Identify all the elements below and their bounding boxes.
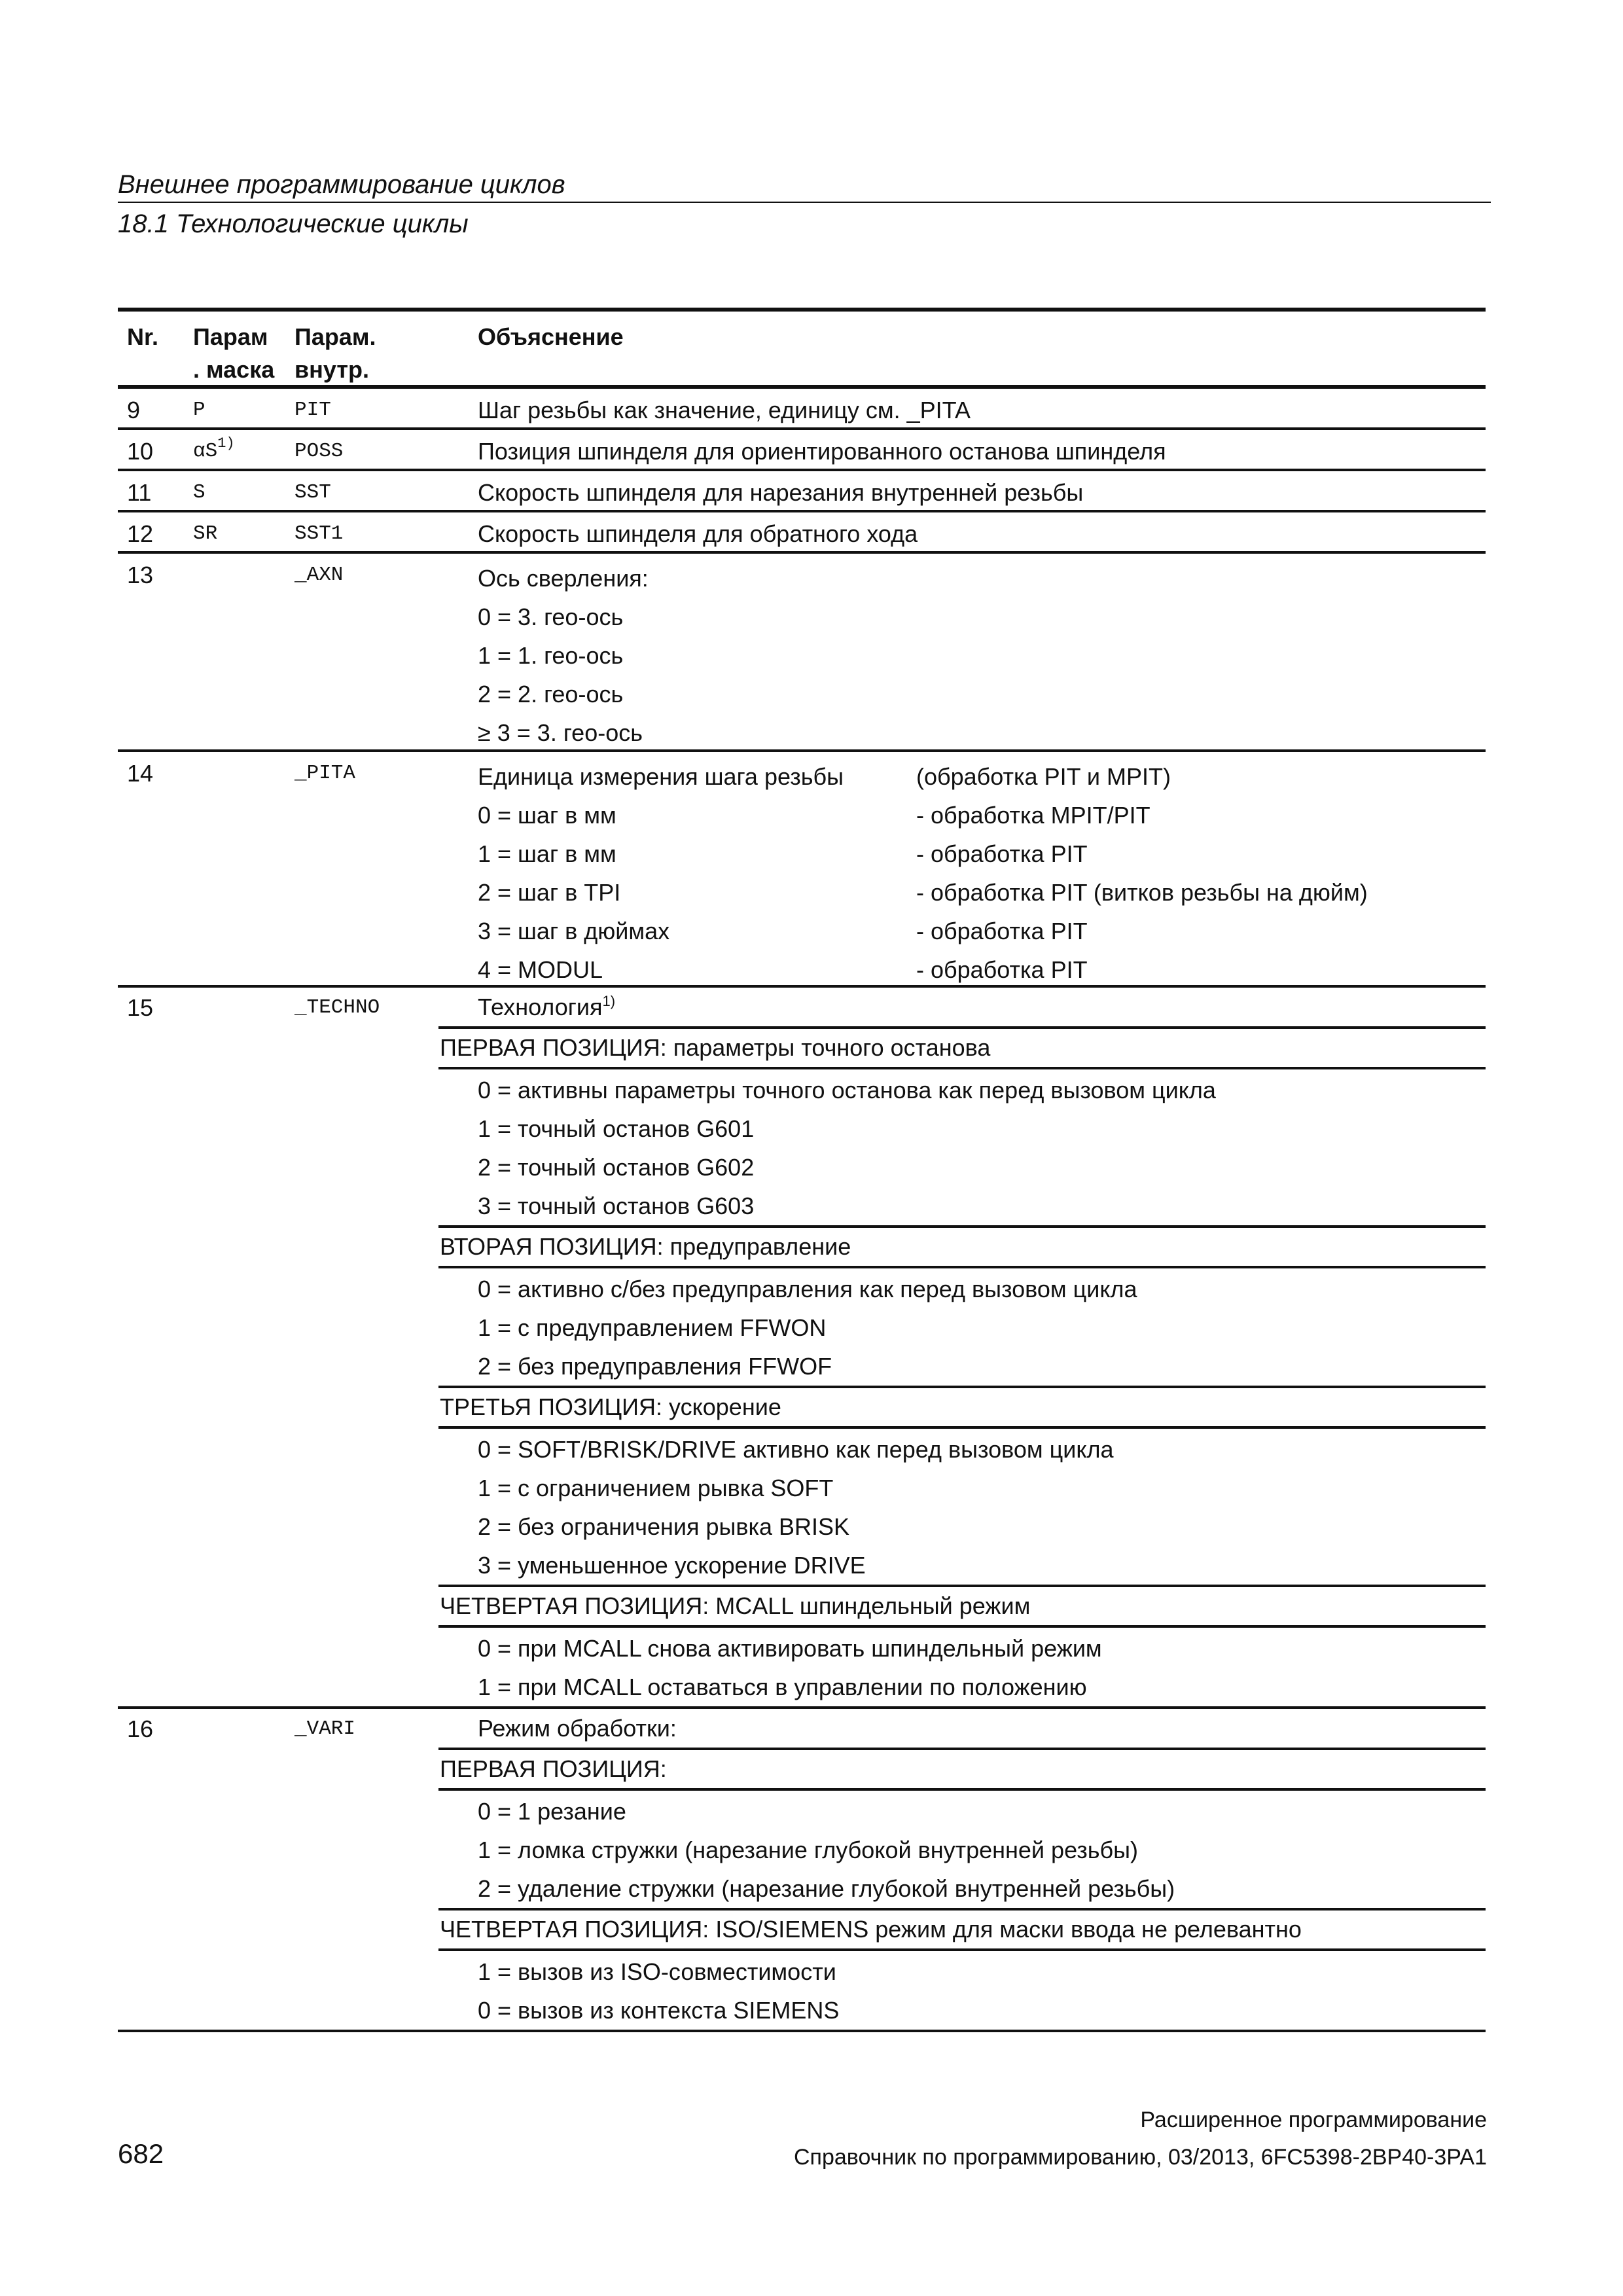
- table-row: [118, 471, 1486, 512]
- row-nr: 15: [127, 994, 154, 1021]
- explanation-line: [478, 912, 1088, 950]
- header-rule: [118, 202, 1491, 203]
- footnote-mark: 1): [217, 435, 235, 452]
- option-line: 1 = точный останов G601: [478, 1115, 755, 1142]
- explanation-line: Ось сверления:: [478, 565, 649, 592]
- table-row-pita: [118, 752, 1486, 988]
- position-options: [478, 1268, 1486, 1386]
- option-line: 0 = активны параметры точного останова как перед вызовом цикла: [478, 1077, 1216, 1103]
- line-right: - обработка PIT: [916, 956, 1088, 983]
- position-group: [118, 1748, 1486, 1908]
- row-param-mask: [193, 437, 235, 465]
- explanation-line: 1 = 1. гео-ось: [478, 642, 624, 669]
- option-line: 0 = активно с/без предуправления как перед вызовом цикла: [478, 1276, 1137, 1302]
- option-line: 0 = SOFT/BRISK/DRIVE активно как перед вызовом цикла: [478, 1436, 1114, 1463]
- position-group: [118, 1585, 1486, 1706]
- option-line: 1 = при MCALL оставаться в управлении по положению: [478, 1674, 1087, 1700]
- row-explanation: Шаг резьбы как значение, единицу см. _PITA: [478, 397, 971, 423]
- position-group: [118, 1386, 1486, 1585]
- line-right: (обработка PIT и MPIT): [916, 763, 1171, 790]
- position-options: [478, 1429, 1486, 1585]
- row-nr: 9: [127, 397, 141, 423]
- option-line: 2 = точный останов G602: [478, 1154, 755, 1181]
- option-line: 1 = с ограничением рывка SOFT: [478, 1475, 834, 1501]
- position-options: [478, 1791, 1486, 1908]
- line-left: 4 = MODUL: [478, 956, 603, 983]
- col-header-nr: Nr.: [127, 323, 159, 350]
- position-options: [478, 1628, 1486, 1706]
- line-left: 3 = шаг в дюймах: [478, 918, 670, 944]
- option-line: 1 = вызов из ISO-совместимости: [478, 1958, 836, 1985]
- row-param-mask: S: [193, 481, 205, 504]
- row-nr: 14: [127, 760, 154, 787]
- footnote-mark: 1): [602, 993, 616, 1009]
- explanation-line: ≥ 3 = 3. гео-ось: [478, 719, 643, 746]
- explanation-line: [478, 873, 1368, 912]
- row-explanation-lines: [478, 559, 649, 752]
- row-title: Режим обработки:: [478, 1715, 677, 1742]
- table-row: [118, 389, 1486, 430]
- position-caption: ПЕРВАЯ ПОЗИЦИЯ: параметры точного останова: [438, 1026, 1486, 1069]
- table-row-axn: [118, 554, 1486, 752]
- option-line: 0 = вызов из контекста SIEMENS: [478, 1997, 840, 2024]
- explanation-line: 0 = 3. гео-ось: [478, 603, 624, 630]
- line-left: 2 = шаг в TPI: [478, 879, 621, 906]
- row-param-internal: _TECHNO: [294, 996, 380, 1019]
- section-title: 18.1 Технологические циклы: [118, 209, 469, 238]
- table-row: [118, 430, 1486, 471]
- table-row-techno: [118, 988, 1486, 1706]
- footer-book-title: Расширенное программирование: [1140, 2108, 1487, 2132]
- position-group: [118, 1908, 1486, 2030]
- option-line: 0 = 1 резание: [478, 1798, 626, 1825]
- row-param-internal: POSS: [294, 440, 344, 463]
- row-param-internal: PIT: [294, 399, 331, 422]
- position-group: [118, 1026, 1486, 1225]
- table-bottom-rule: [118, 2030, 1486, 2032]
- col-header-param-mask: Парам . маска: [193, 323, 275, 383]
- position-caption: ВТОРАЯ ПОЗИЦИЯ: предуправление: [438, 1225, 1486, 1268]
- col-header-param-internal: Парам. внутр.: [294, 323, 376, 383]
- explanation-line: [478, 834, 1088, 873]
- row-param-internal: SST: [294, 481, 331, 504]
- line-right: - обработка PIT: [916, 840, 1088, 867]
- position-options: [478, 1069, 1486, 1225]
- row-explanation-lines: [478, 757, 1368, 989]
- explanation-line: [478, 950, 1088, 989]
- row-param-internal: _VARI: [294, 1717, 356, 1740]
- row-explanation: Скорость шпинделя для нарезания внутренней резьбы: [478, 479, 1084, 506]
- parameter-table: [118, 308, 1486, 2032]
- chapter-title: Внешнее программирование циклов: [118, 170, 565, 199]
- option-line: 2 = удаление стружки (нарезание глубокой внутренней резьбы): [478, 1875, 1175, 1902]
- position-caption: ТРЕТЬЯ ПОЗИЦИЯ: ускорение: [438, 1386, 1486, 1429]
- position-caption: ЧЕТВЕРТАЯ ПОЗИЦИЯ: MCALL шпиндельный режим: [438, 1585, 1486, 1628]
- row-title: [478, 988, 1486, 1026]
- row-explanation: Позиция шпинделя для ориентированного останова шпинделя: [478, 438, 1166, 465]
- option-line: 3 = точный останов G603: [478, 1193, 755, 1219]
- option-line: 2 = без предуправления FFWOF: [478, 1353, 832, 1380]
- page-number: 682: [118, 2138, 164, 2169]
- row-nr: 11: [127, 479, 152, 506]
- explanation-line: [478, 757, 1171, 796]
- row-param-internal: _AXN: [294, 564, 344, 586]
- row-param-mask: SR: [193, 522, 218, 545]
- row-nr: 16: [127, 1715, 154, 1742]
- explanation-line: 2 = 2. гео-ось: [478, 681, 624, 708]
- line-left: Единица измерения шага резьбы: [478, 763, 844, 790]
- option-line: 1 = с предуправлением FFWON: [478, 1314, 827, 1341]
- row-param-mask: P: [193, 399, 205, 422]
- position-group: [118, 1225, 1486, 1386]
- row-nr: 12: [127, 520, 154, 547]
- row-nr: 13: [127, 562, 154, 588]
- row-explanation: Скорость шпинделя для обратного хода: [478, 520, 918, 547]
- row-param-internal: SST1: [294, 522, 344, 545]
- col-header-explanation: Объяснение: [478, 323, 624, 350]
- line-right: - обработка PIT (витков резьбы на дюйм): [916, 879, 1368, 906]
- option-line: 0 = при MCALL снова активировать шпиндельный режим: [478, 1635, 1102, 1662]
- option-line: 2 = без ограничения рывка BRISK: [478, 1513, 850, 1540]
- option-line: 3 = уменьшенное ускорение DRIVE: [478, 1552, 866, 1579]
- table-row: [118, 512, 1486, 554]
- footer-manual-reference: Справочник по программированию, 03/2013, 6FC5398-2BP40-3PA1: [794, 2145, 1487, 2170]
- row-nr: 10: [127, 438, 154, 465]
- explanation-line: [478, 796, 1150, 834]
- line-left: 0 = шаг в мм: [478, 802, 616, 829]
- position-caption: ПЕРВАЯ ПОЗИЦИЯ:: [438, 1748, 1486, 1791]
- position-caption: ЧЕТВЕРТАЯ ПОЗИЦИЯ: ISO/SIEMENS режим для маски ввода не релевантно: [438, 1908, 1486, 1951]
- line-right: - обработка MPIT/PIT: [916, 802, 1150, 829]
- table-row-vari: [118, 1709, 1486, 2030]
- option-line: 1 = ломка стружки (нарезание глубокой внутренней резьбы): [478, 1837, 1139, 1863]
- table-header-row: [118, 308, 1486, 389]
- line-right: - обработка PIT: [916, 918, 1088, 944]
- position-options: [478, 1951, 1486, 2030]
- row-param-mask-text: αS: [193, 440, 218, 463]
- line-left: 1 = шаг в мм: [478, 840, 616, 867]
- row-title-text: Технология: [478, 994, 603, 1020]
- row-param-internal: _PITA: [294, 762, 356, 785]
